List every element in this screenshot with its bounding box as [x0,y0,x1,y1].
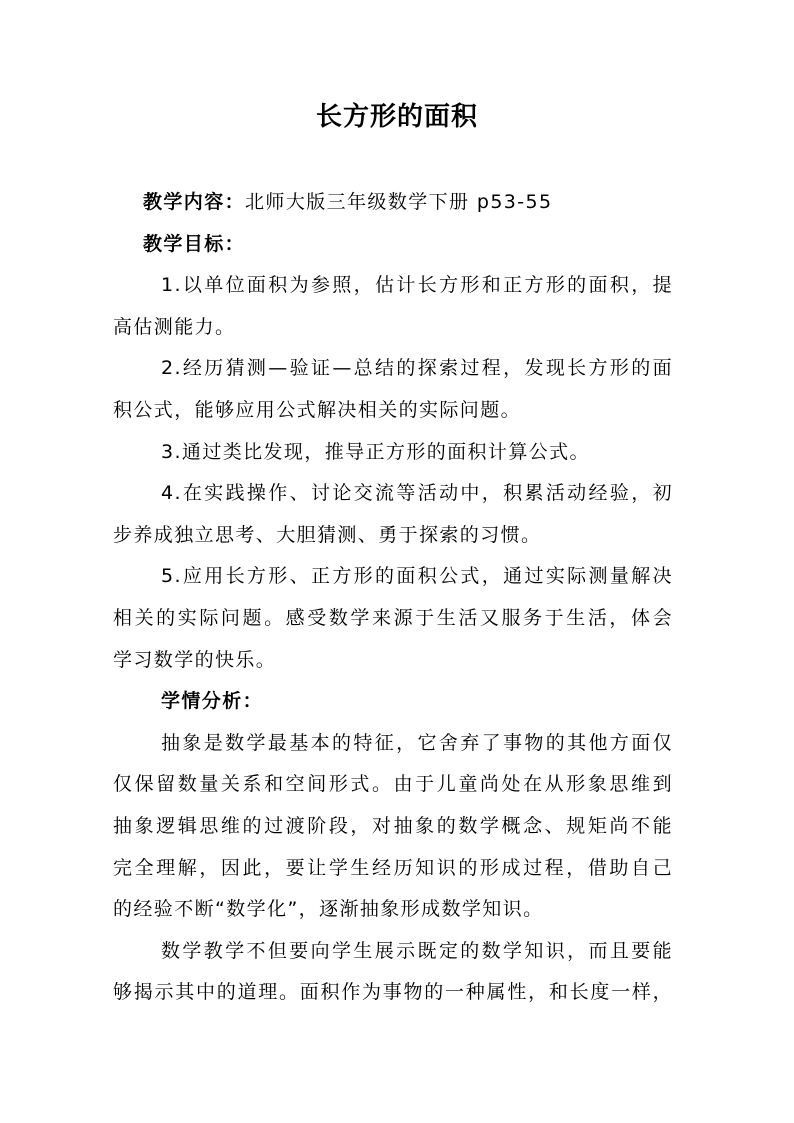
goal-5-line-3: 学习数学的快乐。 [113,648,277,671]
teaching-goals-label: 教学目标： [143,232,246,255]
goal-1-line-1: 1.以单位面积为参照，估计长方形和正方形的面积，提 [161,274,673,297]
analysis-p2-line-2: 够揭示其中的道理。面积作为事物的一种属性，和长度一样， [113,981,673,1004]
document-body [113,182,673,1014]
goal-3-line-1: 3.通过类比发现，推导正方形的面积计算公式。 [161,440,590,463]
goal-4-line-2: 步养成独立思考、大胆猜测、勇于探索的习惯。 [113,523,542,546]
teaching-content-text: 北师大版三年级数学下册 p53-55 [245,191,553,213]
goal-2-line-2: 积公式，能够应用公式解决相关的实际问题。 [113,398,522,421]
goal-1-line-2: 高估测能力。 [113,315,236,338]
analysis-p1-line-1: 抽象是数学最基本的特征，它舍弃了事物的其他方面仅 [161,731,673,754]
analysis-label: 学情分析： [161,690,264,713]
analysis-p2-line-1: 数学教学不但要向学生展示既定的数学知识，而且要能 [161,939,673,962]
analysis-p1-line-3: 抽象逻辑思维的过渡阶段，对抽象的数学概念、规矩尚不能 [113,814,673,837]
teaching-content-label: 教学内容： [143,191,246,213]
goal-2-line-1: 2.经历猜测—验证—总结的探索过程，发现长方形的面 [161,357,673,380]
document-title: 长方形的面积 [315,102,478,132]
teaching-content-line [113,182,673,224]
analysis-p1-line-2: 仅保留数量关系和空间形式。由于儿童尚处在从形象思维到 [113,773,673,796]
goal-4-line-1: 4.在实践操作、讨论交流等活动中，积累活动经验，初 [161,482,673,505]
goal-5-line-1: 5.应用长方形、正方形的面积公式，通过实际测量解决 [161,565,673,588]
goal-5-line-2: 相关的实际问题。感受数学来源于生活又服务于生活，体会 [113,606,673,629]
analysis-p1-line-5: 的经验不断“数学化”，逐渐抽象形成数学知识。 [113,898,544,921]
analysis-p1-line-4: 完全理解，因此，要让学生经历知识的形成过程，借助自己 [113,856,673,879]
